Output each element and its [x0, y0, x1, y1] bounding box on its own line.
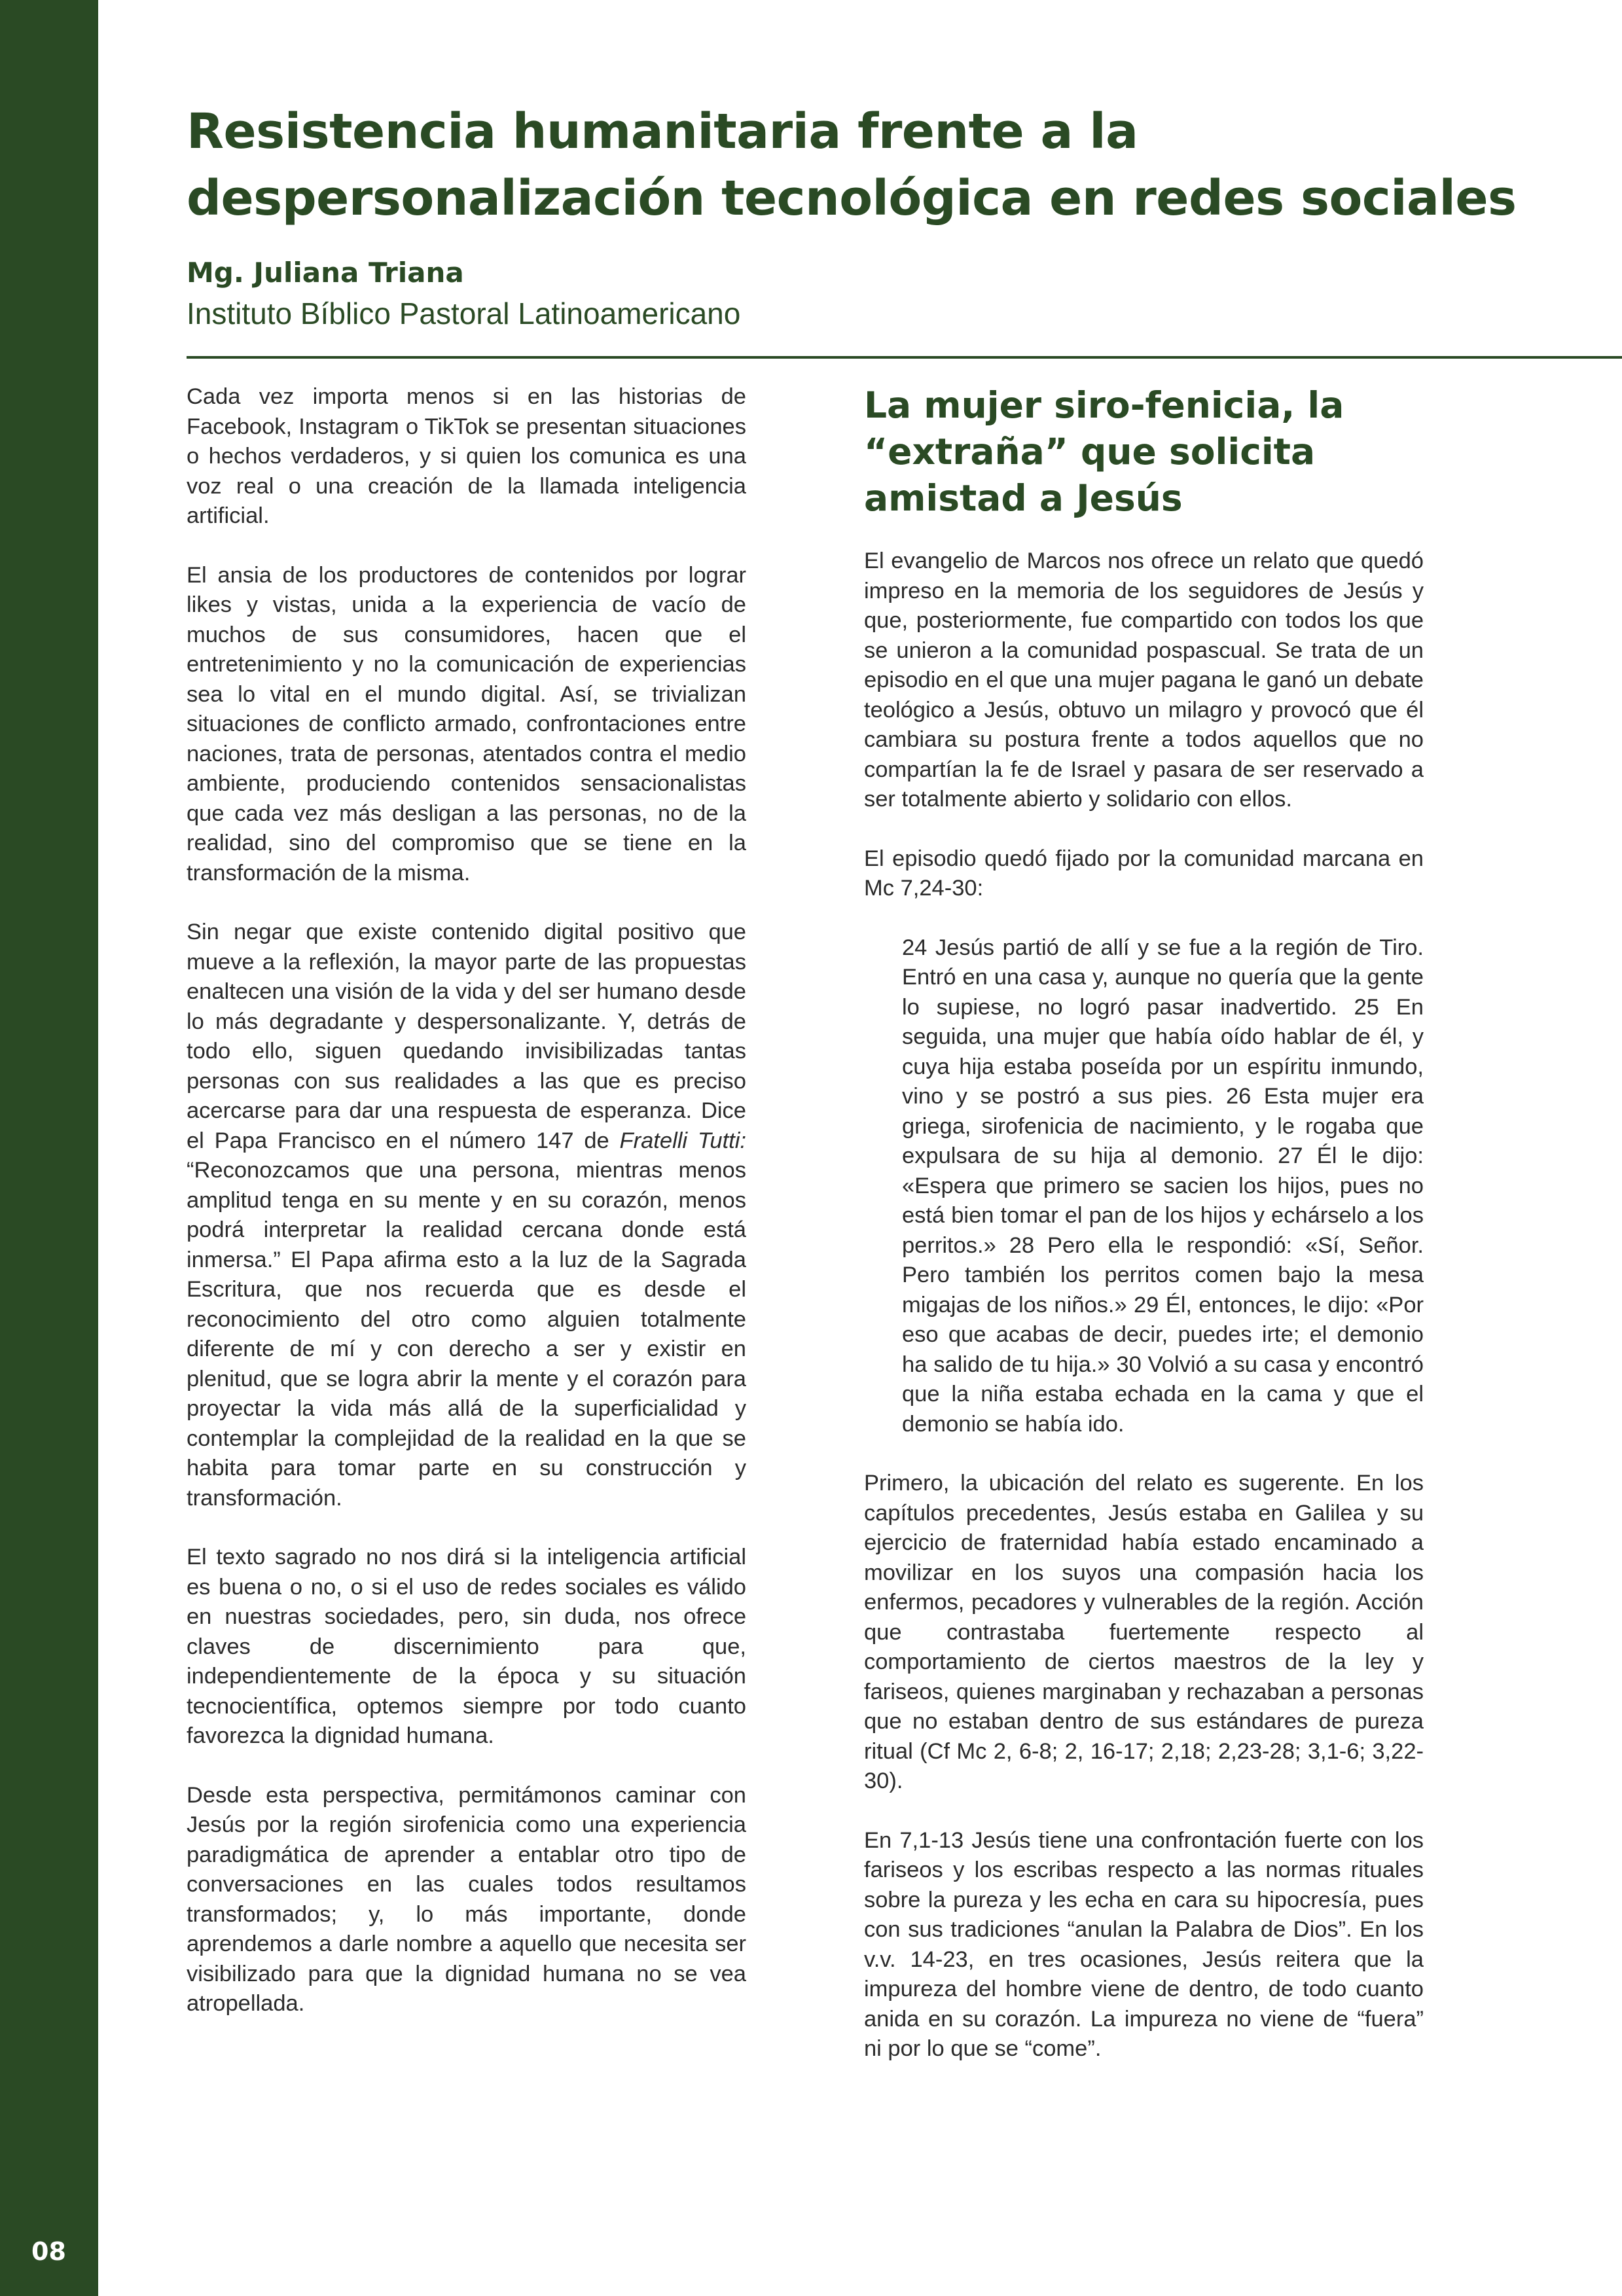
paragraph [187, 918, 746, 1513]
header-divider [187, 356, 1622, 359]
paragraph: En 7,1-13 Jesús tiene una confrontación fuerte con los fariseos y los escribas respecto a las normas rituales sobre la pureza y les echa en cara su hipocresía, pues con sus tradiciones “anulan la Palabra de Dios”. En los v.v. 14-23, en tres ocasiones, Jesús reitera que la impureza del hombre viene de dentro, de todo cuanto anida en su corazón. La impureza no viene de “fuera” ni por lo que se “come”. [864, 1827, 1424, 2061]
paragraph: Primero, la ubicación del relato es sugerente. En los capítulos precedentes, Jesús estaba en Galilea y su ejercicio de fraternidad había estado encaminado a movilizar en los suyos una compasión hacia los enfermos, pecadores y vulnerables de la región. Acción que contrastaba fuertemente respecto al comportamiento de ciertos maestros de la ley y fariseos, quienes marginaban y rechazaban a personas que no estaban dentro de sus estándares de pureza ritual (Cf Mc 2, 6-8; 2, 16-17; 2,18; 2,23-28; 3,1-6; 3,22-30). [864, 1471, 1424, 1793]
section-heading: La mujer siro-fenicia, la “extraña” que solicita amistad a Jesús [864, 384, 1344, 519]
paragraph: Cada vez importa menos si en las historias de Facebook, Instagram o TikTok se presentan situaciones o hechos verdaderos, y si quien los comunica es una voz real o una creación de la llamada inteligencia artificial. [187, 384, 746, 528]
paragraph-text: Sin negar que existe contenido digital positivo que mueve a la reflexión, la mayor parte de las propuestas enaltecen una visión de la vida y del ser humano desde lo más degradante y despersonalizante. Y, detrás de todo ello, siguen quedando invisibilizadas tantas personas con sus realidades a las que es preciso acercarse para dar una respuesta de esperanza. Dice el Papa Francisco en el número 147 de [187, 920, 746, 1153]
author-institution: Instituto Bíblico Pastoral Latinoamericano [187, 296, 741, 331]
book-title-italic: Fratelli Tutti: [619, 1128, 746, 1153]
paragraph: Desde esta perspectiva, permitámonos caminar con Jesús por la región sirofenicia como una experiencia paradigmática de aprender a entablar otro tipo de conversaciones en las cuales todos resultamos transformados; y, lo más importante, donde aprendemos a darle nombre a aquello que necesita ser visibilizado para que la dignidad humana no se vea atropellada. [187, 1782, 746, 2016]
left-column [187, 382, 746, 2049]
sidebar-band [0, 0, 98, 2296]
page-number: 08 [31, 2237, 66, 2266]
paragraph: El episodio quedó fijado por la comunidad marcana en Mc 7,24-30: [864, 846, 1424, 901]
scripture-quote: 24 Jesús partió de allí y se fue a la región de Tiro. Entró en una casa y, aunque no quería que la gente lo supiese, no logró pasar inadvertido. 25 En seguida, una mujer que había oído hablar de él, y cuya hija estaba poseída por un espíritu inmundo, vino y se postró a sus pies. 26 Esta mujer era griega, sirofenicia de nacimiento, y le rogaba que expulsara de su hija al demonio. 27 Él le dijo: «Espera que primero se sacien los hijos, pues no está bien tomar el pan de los hijos y echárselo a los perritos.» 28 Pero ella le respondió: «Sí, Señor. Pero también los perritos comen bajo la mesa migajas de los niños.» 29 Él, entonces, le dijo: «Por eso que acabas de decir, puedes irte; el demonio ha salido de tu hija.» 30 Volvió a su casa y encontró que la niña estaba echada en la cama y que el demonio se había ido. [902, 935, 1424, 1437]
article-title: Resistencia humanitaria frente a la despersonalización tecnológica en redes sociales [187, 103, 1517, 226]
paragraph: El evangelio de Marcos nos ofrece un relato que quedó impreso en la memoria de los seguidores de Jesús y que, posteriormente, fue compartido con todos los que se unieron a la comunidad pospascual. Se trata de un episodio en el que una mujer pagana le ganó un debate teológico a Jesús, obtuvo un milagro y provocó que él cambiara su postura frente a todos aquellos que no compartían la fe de Israel y pasara de ser reservado a ser totalmente abierto y solidario con ellos. [864, 548, 1424, 812]
paragraph-text: “Reconozcamos que una persona, mientras menos amplitud tenga en su mente y en su corazón, menos podrá interpretar la realidad cercana donde está inmersa.” El Papa afirma esto a la luz de la Sagrada Escritura, que nos recuerda que es desde el reconocimiento del otro como alguien totalmente diferente de mí y con derecho a ser y existir en plenitud, que se logra abrir la mente y el corazón para proyectar la vida más allá de la superficialidad y contemplar la complejidad de la realidad en la que se habita para tomar parte en su construcción y transformación. [187, 1158, 746, 1511]
paragraph: El texto sagrado no nos dirá si la inteligencia artificial es buena o no, o si el uso de redes sociales es válido en nuestras sociedades, pero, sin duda, nos ofrece claves de discernimiento para que, independientemente de la época y su situación tecnocientífica, optemos siempre por todo cuanto favorezca la dignidad humana. [187, 1545, 746, 1748]
right-column [864, 382, 1424, 2094]
paragraph: El ansia de los productores de contenidos por lograr likes y vistas, unida a la experiencia de vacío de muchos de sus consumidores, hacen que el entretenimiento y no la comunicación de experiencias sea lo vital en el mundo digital. Así, se trivializan situaciones de conflicto armado, confrontaciones entre naciones, trata de personas, atentados contra el medio ambiente, produciendo contenidos sensacionalistas que cada vez más desligan a las personas, no de la realidad, sino del compromiso que se tiene en la transformación de la misma. [187, 562, 746, 886]
author-name: Mg. Juliana Triana [187, 257, 464, 289]
